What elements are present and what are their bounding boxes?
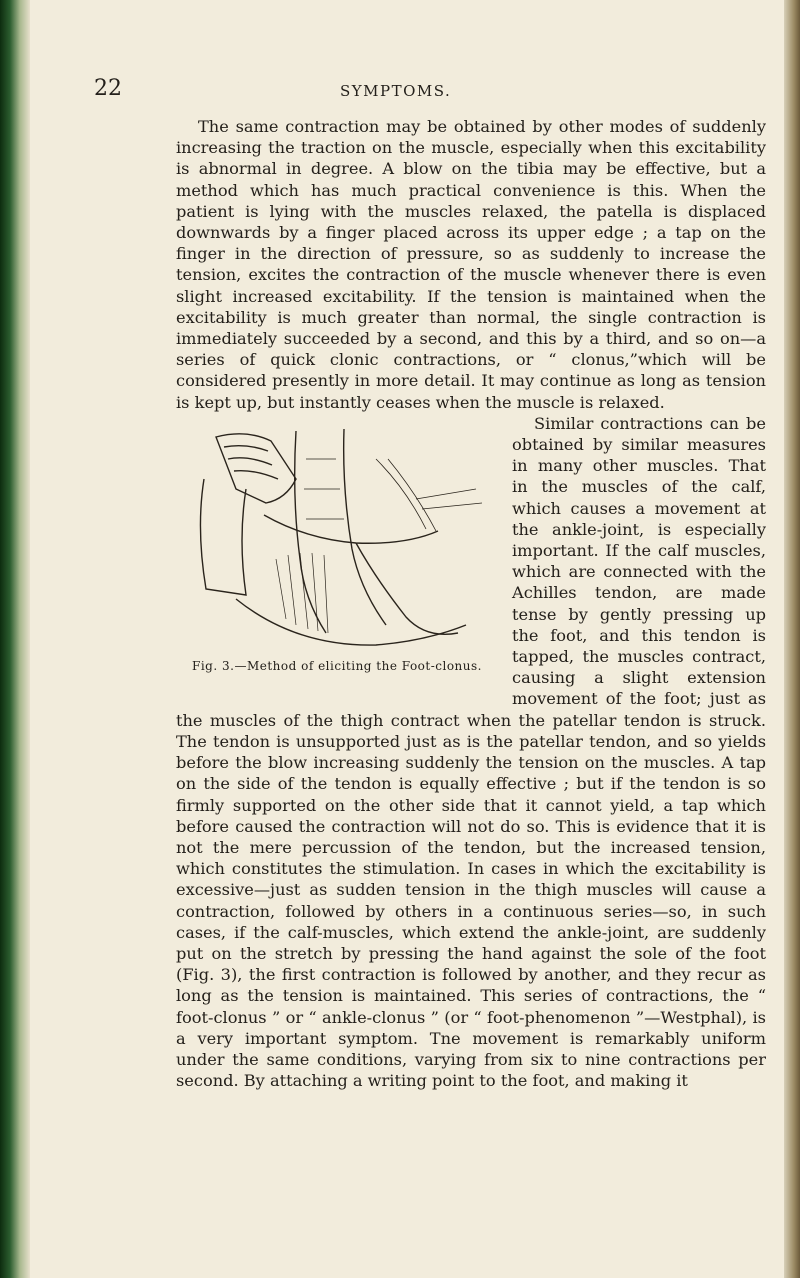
figure-caption: Fig. 3.—Method of eliciting the Foot-clonus. (192, 658, 482, 673)
page-number: 22 (94, 76, 122, 101)
figure-3 (176, 419, 498, 687)
running-head: SYMPTOMS. (340, 82, 452, 100)
foot-clonus-illustration (176, 419, 498, 655)
page-edge (784, 0, 800, 1278)
paragraph-2: Similar contractions can be obtained by similar measures in many other muscles. That in the muscles of the calf, which causes a movement at the ankle-joint, is especially important. If the calf muscles, which are connected with the Achilles tendon, are made tense by gently pressing up the foot, and this tendon is tapped, the muscles contract, causing a slight extension movement of the foot; just as the muscles of the thigh contract when the patellar tendon is struck. The tendon is unsupported just as is the patellar tendon, and so yields before the blow increasing suddenly the tension on the muscles. A tap on the side of the tendon is equally effective ; but if the tendon is so firmly supported on the other side that it cannot yield, a tap which before caused the contraction will not do so. This is evidence that it is not the mere percussion of the tendon, but the increased tension, which constitutes the stimulation. In cases in which the excitability is excessive—just as sudden tension in the thigh muscles will cause a contraction, followed by others in a continuous series—so, in such cases, if the calf-muscles, which extend the ankle-joint, are suddenly put on the stretch by pressing the hand against the sole of the foot (Fig. 3), the first contraction is followed by another, and they recur as long as the tension is maintained. This series of contractions, the “ foot-clonus ” or “ ankle-clonus ” (or “ foot-phenomenon ”—Westphal), is a very important symptom. Tne movement is remarkably uniform under the same conditions, varying from six to nine contractions per second. By attaching a writing point to the foot, and making it (176, 413, 766, 1091)
body-text (176, 116, 766, 1091)
paragraph-1: The same contraction may be obtained by other modes of suddenly increasing the traction on the muscle, especially when this excitability is abnormal in degree. A blow on the tibia may be effective, but a method which has much practical convenience is this. When the patient is lying with the muscles relaxed, the patella is displaced downwards by a finger placed across its upper edge ; a tap on the finger in the direction of pressure, so as suddenly to increase the tension, excites the contraction of the muscle whenever there is even slight increased excitability. If the tension is maintained when the excitability is much greater than normal, the single contraction is immediately succeeded by a second, and this by a third, and so on—a series of quick clonic contractions, or “ clonus,”which will be considered presently in more detail. It may continue as long as tension is kept up, but instantly ceases when the muscle is relaxed. (176, 117, 766, 412)
binding-gutter (0, 0, 30, 1278)
